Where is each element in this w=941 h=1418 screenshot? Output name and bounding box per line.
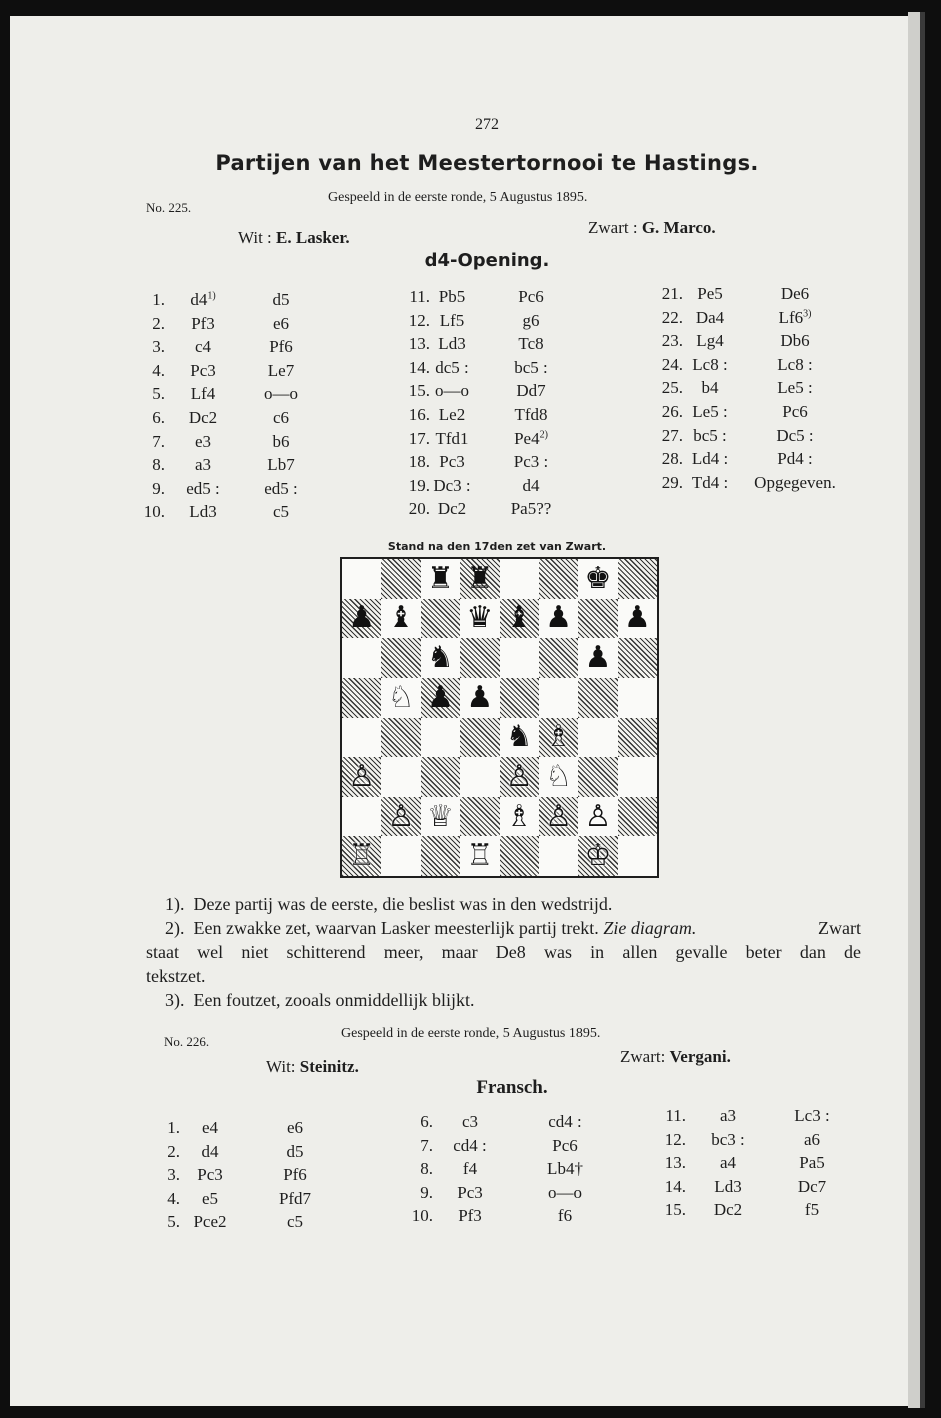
board-square [342, 638, 381, 678]
white-move: bc5 : [693, 425, 727, 445]
white-move: Pce2 [193, 1212, 227, 1232]
white-rook-icon: ♖ [466, 838, 494, 874]
footnote-3 [165, 990, 474, 1011]
white-move: Lf5 [439, 310, 465, 330]
black-knight-icon: ♞ [505, 719, 533, 755]
board-square [381, 638, 420, 678]
white-move: Pf3 [458, 1206, 482, 1226]
white-move: a3 [719, 1106, 737, 1125]
move-number: 2. [167, 1141, 180, 1161]
board-square [618, 797, 657, 837]
white-move: a3 [194, 455, 212, 475]
board-square [500, 638, 539, 678]
board-square [578, 718, 617, 758]
footnote-2 [165, 918, 861, 939]
black-move: f5 [804, 1200, 820, 1220]
move-number: 17. [408, 428, 430, 448]
black-label: Zwart: [620, 1047, 666, 1066]
black-move: d5 [272, 290, 290, 309]
white-move: b4 [701, 378, 719, 398]
board-square [381, 757, 420, 797]
white-move: cd4 : [453, 1135, 487, 1155]
black-move: c6 [272, 408, 290, 427]
black-pawn-icon: ♟ [348, 600, 376, 636]
black-bishop-icon: ♝ [505, 600, 533, 636]
black-move: Tc8 [518, 334, 544, 354]
black-move: Pc6 [518, 287, 544, 306]
white-move: Pc3 [197, 1165, 223, 1185]
white-pawn-icon: ♙ [387, 798, 415, 834]
white-move: Lc8 : [692, 354, 728, 374]
footnote-ref: 3) [803, 307, 812, 319]
white-move: Le5 : [692, 402, 728, 421]
black-move: Lb4† [547, 1159, 583, 1179]
white-move: e5 [201, 1188, 219, 1208]
footnote-text: Een foutzet, zooals onmiddellijk blijkt. [193, 990, 475, 1010]
white-queen-icon: ♕ [426, 798, 454, 834]
white-knight-icon: ♘ [387, 679, 415, 715]
board-square [500, 678, 539, 718]
black-move: Dd7 [516, 381, 546, 401]
move-number: 15. [408, 381, 430, 401]
footnote-text: Deze partij was de eerste, die beslist was in den wedstrijd. [193, 894, 613, 914]
move-number: 1. [152, 290, 165, 309]
white-move: Pc3 [457, 1182, 483, 1202]
black-move: Opgegeven. [754, 472, 836, 492]
page-edge-shadow [920, 12, 925, 1408]
white-move: c3 [461, 1112, 479, 1131]
black-move: Le7 [267, 360, 295, 380]
move-number: 24. [661, 354, 683, 374]
move-number: 8. [420, 1159, 433, 1179]
black-move: Pa5 [799, 1153, 825, 1173]
game2-number: No. 226. [164, 1034, 210, 1049]
footnote-1 [165, 894, 612, 915]
move-number: 10. [143, 502, 165, 522]
board-square [460, 718, 499, 758]
move-number: 12. [408, 310, 430, 330]
move-number: 11. [665, 1106, 686, 1125]
board-square [381, 718, 420, 758]
move-number: 6. [152, 408, 165, 427]
footnote-mark: 1). [165, 894, 185, 914]
board-square [618, 757, 657, 797]
board-square [539, 638, 578, 678]
board-square [618, 836, 657, 876]
footnote-text: Zwart [818, 918, 861, 938]
move-number: 2. [152, 313, 165, 333]
black-pawn-icon: ♟ [545, 600, 573, 636]
white-move: Ld3 [714, 1176, 742, 1196]
black-move: Dc5 : [776, 425, 814, 445]
board-square [500, 559, 539, 599]
white-move: f4 [462, 1159, 478, 1179]
black-move: f6 [557, 1206, 573, 1226]
black-move: Pf6 [283, 1165, 307, 1185]
move-number: 27. [661, 425, 683, 445]
footnote-text: Een zwakke zet, waarvan Lasker meesterlijk partij trekt. [193, 918, 599, 938]
move-number: 5. [152, 384, 165, 404]
game2-white [266, 1057, 359, 1077]
move-number: 4. [167, 1188, 180, 1208]
white-move: d4$^{1)}$ [190, 290, 216, 309]
black-move: o—o [264, 384, 298, 404]
board-square [618, 718, 657, 758]
white-move: Dc3 : [433, 475, 471, 495]
footnote-ref: 2) [539, 428, 548, 440]
board-square [578, 757, 617, 797]
board-square [539, 678, 578, 718]
white-king-icon: ♔ [584, 838, 612, 874]
move-number: 5. [167, 1212, 180, 1232]
white-move: ed5 : [186, 478, 220, 498]
black-move: ed5 : [264, 478, 298, 498]
black-move: Tfd8 [514, 405, 548, 424]
black-pawn-icon: ♟ [623, 600, 651, 636]
white-move: Le2 [438, 405, 466, 424]
board-square [421, 757, 460, 797]
white-move: Pf3 [191, 313, 215, 333]
white-bishop-icon: ♗ [545, 719, 573, 755]
white-rook-icon: ♖ [348, 838, 376, 874]
move-number: 23. [661, 331, 683, 351]
move-number: 14. [408, 357, 430, 377]
black-move: a6 [803, 1129, 821, 1149]
white-move: Pb5 [438, 287, 466, 306]
move-number: 7. [152, 431, 165, 451]
move-number: 11. [409, 287, 430, 306]
black-move: Pf6 [269, 337, 293, 357]
move-number: 28. [661, 449, 683, 469]
move-number: 13. [664, 1153, 686, 1173]
white-move: a4 [719, 1153, 737, 1173]
game2-black [620, 1047, 731, 1067]
move-number: 21. [661, 284, 683, 303]
white-move: Dc2 [713, 1200, 743, 1220]
black-move: g6 [522, 310, 540, 330]
white-move: Td4 : [691, 472, 729, 492]
move-number: 8. [152, 455, 165, 475]
move-number: 29. [661, 472, 683, 492]
move-number: 9. [420, 1182, 433, 1202]
move-number: 9. [152, 478, 165, 498]
game1-played: Gespeeld in de eerste ronde, 5 Augustus 1895. [328, 190, 588, 205]
white-pawn-icon: ♙ [348, 758, 376, 794]
black-move: c5 [286, 1212, 304, 1232]
footnote-mark: 3). [165, 990, 185, 1010]
board-square [618, 559, 657, 599]
white-move: e4 [201, 1118, 219, 1137]
game1-black [588, 218, 716, 238]
black-move: Pfd7 [278, 1188, 312, 1208]
white-pawn-icon: ♙ [545, 798, 573, 834]
game2-opening: Fransch. [476, 1077, 548, 1098]
board-square [421, 718, 460, 758]
move-number: 13. [408, 334, 430, 354]
move-number: 16. [408, 405, 430, 424]
black-label: Zwart : [588, 218, 638, 237]
footnote-2-line2: staat wel niet schitterend meer, maar De8 was in allen gevalle beter dan de [146, 942, 861, 962]
black-move: c5 [272, 502, 290, 522]
diagram-caption: Stand na den 17den zet van Zwart. [387, 540, 607, 553]
board-square [460, 638, 499, 678]
black-rook-icon: ♜ [466, 560, 494, 596]
white-pawn-icon: ♙ [584, 798, 612, 834]
white-move: e3 [194, 431, 212, 451]
move-number: 14. [664, 1176, 686, 1196]
board-square [381, 559, 420, 599]
move-number: 19. [408, 475, 430, 495]
white-move: Ld4 : [691, 449, 729, 469]
white-knight-icon: ♘ [545, 758, 573, 794]
white-pawn-icon: ♙ [505, 758, 533, 794]
black-move: Pc3 : [513, 452, 549, 472]
move-number: 18. [408, 452, 430, 472]
move-number: 10. [411, 1206, 433, 1226]
black-name: G. Marco. [641, 218, 716, 237]
white-move: o—o [435, 381, 469, 401]
board-square [342, 797, 381, 837]
white-name: Steinitz. [299, 1057, 359, 1076]
game1-number: No. 225. [146, 200, 192, 215]
white-move: Pc3 [190, 360, 216, 380]
white-move: Pe5 [697, 284, 723, 303]
board-square [381, 836, 420, 876]
black-move: Le5 : [777, 378, 813, 398]
board-square [618, 638, 657, 678]
white-label: Wit : [238, 228, 272, 247]
black-move: Pd4 : [777, 449, 813, 469]
board-square [460, 757, 499, 797]
board-square [500, 836, 539, 876]
black-knight-icon: ♞ [426, 640, 454, 676]
black-move: Lf6$^{3)}$ [778, 307, 812, 327]
board-square [342, 718, 381, 758]
board-square [618, 678, 657, 718]
black-move: Pc6 [782, 402, 808, 421]
black-move: bc5 : [514, 357, 548, 377]
black-move: Lb7 [267, 455, 295, 475]
black-bishop-icon: ♝ [387, 600, 415, 636]
board-square [460, 797, 499, 837]
board-square [539, 836, 578, 876]
white-move: Da4 [695, 307, 725, 327]
game1-opening: d4-Opening. [424, 250, 550, 271]
board-square [421, 836, 460, 876]
black-pawn-icon: ♟ [584, 640, 612, 676]
black-move: Pc6 [552, 1135, 578, 1155]
black-move: d4 [522, 475, 540, 495]
game2-played: Gespeeld in de eerste ronde, 5 Augustus 1895. [341, 1026, 601, 1041]
black-move: e6 [272, 313, 290, 333]
white-move: Dc2 [188, 408, 218, 427]
move-number: 25. [661, 378, 683, 398]
black-move: Lc8 : [777, 354, 813, 374]
board-square [578, 678, 617, 718]
black-pawn-icon: ♟ [426, 679, 454, 715]
move-number: 1. [167, 1118, 180, 1137]
black-name: Vergani. [669, 1047, 731, 1066]
move-number: 15. [664, 1200, 686, 1220]
black-move: o—o [548, 1182, 582, 1202]
move-number: 4. [152, 360, 165, 380]
white-move: d4 [201, 1141, 219, 1161]
white-move: Lf4 [190, 384, 216, 404]
board-square [342, 678, 381, 718]
white-move: Ld3 [189, 502, 217, 522]
move-number: 3. [167, 1165, 180, 1185]
page-title: Partijen van het Meestertornooi te Hastings. [215, 151, 759, 175]
black-rook-icon: ♜ [426, 560, 454, 596]
move-number: 20. [408, 499, 430, 519]
black-move: cd4 : [548, 1112, 582, 1131]
white-move: dc5 : [435, 357, 469, 377]
black-move: Pe4$^{2)}$ [514, 428, 548, 448]
footnote-italic: Zie diagram. [603, 918, 697, 938]
white-move: Pc3 [439, 452, 465, 472]
page-edge [908, 12, 920, 1408]
page-number: 272 [475, 116, 499, 133]
black-move: Pa5?? [510, 499, 552, 519]
white-move: Lg4 [696, 331, 724, 351]
white-move: bc3 : [711, 1129, 745, 1149]
board-square [539, 559, 578, 599]
footnote-mark: 2). [165, 918, 185, 938]
white-label: Wit: [266, 1057, 296, 1076]
black-move: e6 [286, 1118, 304, 1137]
board-square [421, 599, 460, 639]
white-bishop-icon: ♗ [505, 798, 533, 834]
move-number: 12. [664, 1129, 686, 1149]
board-square [342, 559, 381, 599]
white-move: Dc2 [437, 499, 467, 519]
white-name: E. Lasker. [276, 228, 350, 247]
black-move: Dc7 [797, 1176, 827, 1196]
black-king-icon: ♚ [584, 560, 612, 596]
black-move: Lc3 : [794, 1106, 830, 1125]
move-number: 6. [420, 1112, 433, 1131]
black-move: De6 [780, 284, 810, 303]
chess-diagram [340, 557, 659, 878]
white-move: Ld3 [438, 334, 466, 354]
black-queen-icon: ♛ [466, 600, 494, 636]
move-number: 26. [661, 402, 683, 421]
game1-white [238, 228, 350, 248]
footnote-2-line3: tekstzet. [146, 966, 206, 986]
black-move: b6 [272, 431, 290, 451]
black-pawn-icon: ♟ [466, 679, 494, 715]
white-move: c4 [194, 337, 212, 357]
white-move: Tfd1 [435, 428, 469, 448]
move-number: 3. [152, 337, 165, 357]
board-square [578, 599, 617, 639]
move-number: 7. [420, 1135, 433, 1155]
black-move: d5 [286, 1141, 304, 1161]
footnote-ref: 1) [207, 290, 216, 302]
move-number: 22. [661, 307, 683, 327]
black-move: Db6 [780, 331, 810, 351]
